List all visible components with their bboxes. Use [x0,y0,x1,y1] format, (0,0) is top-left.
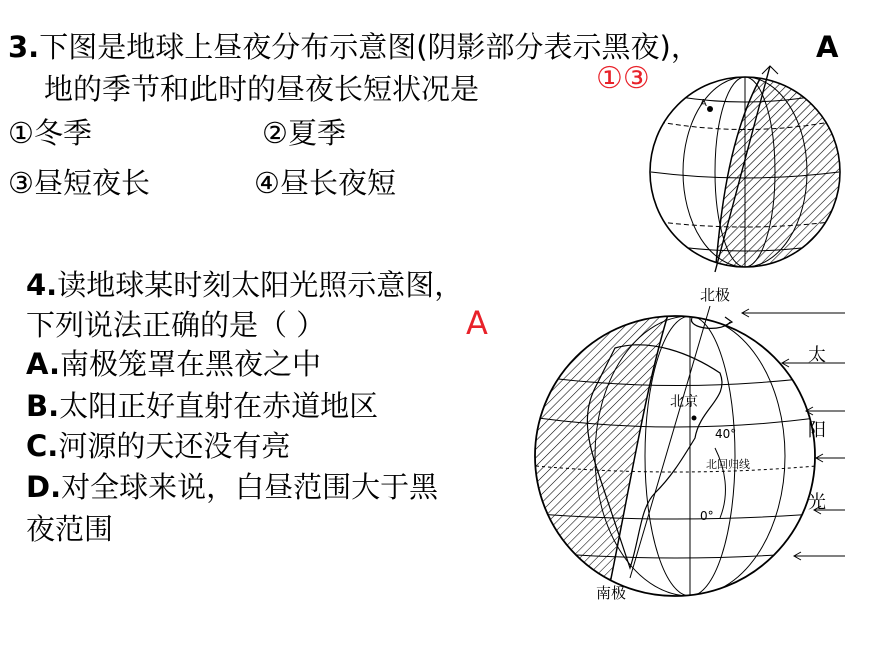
q4-lat-0-label: 0° [700,509,714,523]
q3-option-2: ②夏季 [262,116,346,150]
q4-south-pole-label: 南极 [596,584,627,602]
q4-option-b-letter: B. [26,389,60,423]
q4-option-d-letter: D. [26,470,62,504]
q3-stem-line1 [8,30,700,64]
q4-option-c-letter: C. [26,429,59,463]
q4-option-b [26,389,378,423]
q4-option-b-text: 太阳正好直射在赤道地区 [59,389,379,423]
q4-tropic-label: 北回归线 [706,458,750,471]
q4-lat-40-label: 40° [715,427,737,441]
q3-number: 3. [8,30,40,64]
q4-sun-char-2: 阳 [808,420,826,441]
q4-option-a [26,347,321,381]
q4-beijing-label: 北京 [670,394,698,410]
q3-globe-figure [640,62,855,277]
q3-figure-point-label: A [700,98,707,109]
q4-option-d-line2: 夜范围 [26,512,114,546]
q4-number: 4. [26,268,58,302]
q4-option-c [26,429,290,463]
q4-option-a-letter: A. [26,347,60,381]
q4-option-c-text: 河源的天还没有亮 [58,429,291,463]
q4-sun-char-3: 光 [808,492,826,513]
q4-stem-text: 读地球某时刻太阳光照示意图， [57,268,464,302]
q4-option-d [26,470,438,504]
q4-option-a-text: 南极笼罩在黑夜之中 [60,347,322,381]
q3-answer: ①③ [596,61,650,96]
q4-answer: A [466,304,488,342]
q3-option-1: ①冬季 [8,116,92,150]
q4-beijing-dot [692,416,697,421]
q3-point-a [707,106,713,112]
q4-option-d-text: 对全球来说，白昼范围大于黑 [61,470,439,504]
q3-stem-text: 下图是地球上昼夜分布示意图(阴影部分表示黑夜)， [39,30,700,64]
q3-option-3: ③昼短夜长 [8,166,150,200]
q4-north-pole-label: 北极 [700,286,731,304]
q4-sunlight-arrows [742,309,845,560]
q4-sun-char-1: 太 [808,345,826,366]
q3-option-4: ④昼长夜短 [254,166,396,200]
q3-point-label: A [816,30,839,64]
q4-globe-figure [520,278,865,608]
q4-stem-line1 [26,268,463,302]
q3-stem-line2: 地的季节和此时的昼夜长短状况是 [44,72,480,106]
q4-rotation-arrow [691,318,730,328]
q4-stem-line2: 下列说法正确的是（ ） [26,308,326,342]
